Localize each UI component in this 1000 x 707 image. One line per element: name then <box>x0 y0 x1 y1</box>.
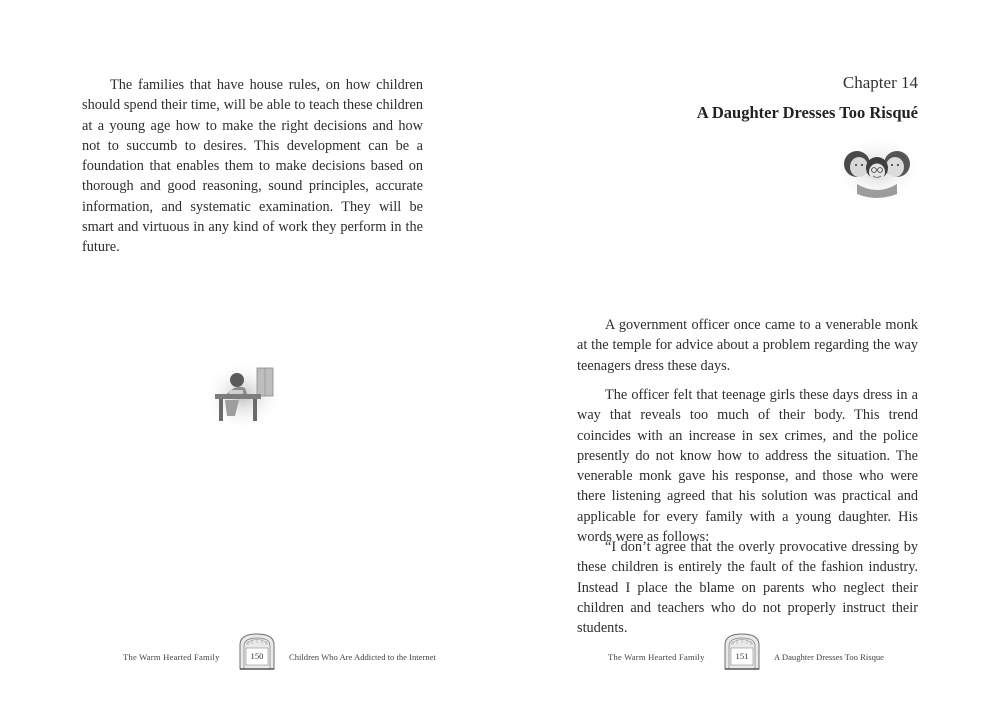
page-number-arch <box>237 631 277 671</box>
girl-at-desk-illustration <box>205 360 281 430</box>
body-paragraph-1: A government officer once came to a venerable monk at the temple for advice about a problem regarding the way teenagers dress these days. <box>577 317 918 374</box>
chapter-number: Chapter 14 <box>842 73 918 92</box>
page-number-arch <box>722 631 762 671</box>
footer-book-title: The Warm Hearted Family <box>608 652 705 662</box>
body-paragraph-3: “I don’t agree that the overly provocative dressing by these children is entirely the fault of the fashion industry. Instead I place the blame on parents who neglect their children and teachers who do not properly instruct their students. <box>577 539 918 637</box>
footer-chapter-title: Children Who Are Addicted to the Internet <box>289 652 436 662</box>
page-number: 150 <box>250 651 264 661</box>
right-page-footer <box>500 631 1000 671</box>
family-faces-illustration <box>835 136 919 204</box>
body-paragraph: The families that have house rules, on how children should spend their time, will be able to teach these children at a young age how to make the right decisions and how not to succumb to desires. This development can be a foundation that enables them to make decisions based on thorough and good reasoning, sound principles, accurate information, and systematic examination. They will be smart and virtuous in any kind of work they perform in the future. <box>82 77 423 256</box>
right-page <box>500 0 1000 707</box>
chapter-title: A Daughter Dresses Too Risqué <box>696 103 918 122</box>
footer-chapter-title: A Daughter Dresses Too Risque <box>774 652 884 662</box>
left-page-footer <box>0 631 500 671</box>
page-number: 151 <box>735 651 749 661</box>
footer-book-title: The Warm Hearted Family <box>123 652 220 662</box>
body-paragraph-2: The officer felt that teenage girls these days dress in a way that reveals too much of their body. This trend coincides with an increase in sex crimes, and the police presently do not know how to address the situation. The venerable monk gave his response, and those who were there listening agreed that his solution was practical and applicable for every family with a young daughter. His words were as follows: <box>577 387 918 546</box>
